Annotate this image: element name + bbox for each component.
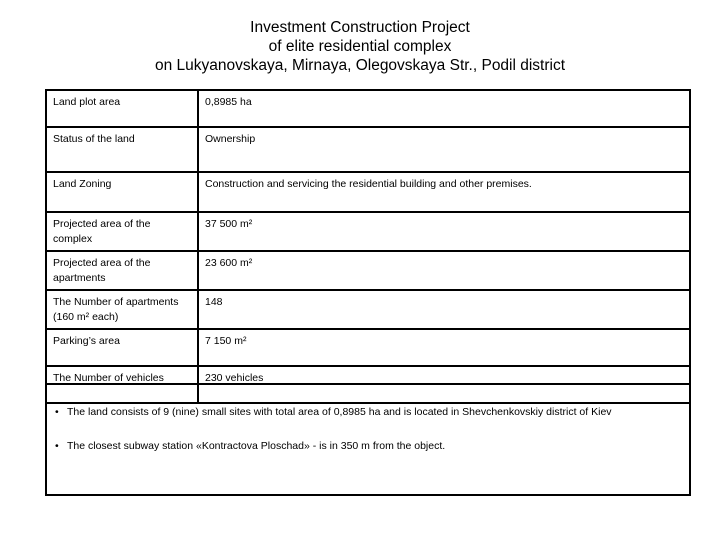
- row-label: Status of the land: [46, 127, 198, 172]
- title-line-2: of elite residential complex: [268, 38, 452, 55]
- bullet-icon: •: [55, 406, 59, 418]
- table-row: [46, 251, 690, 290]
- row-value: 230 vehicles: [198, 366, 690, 403]
- table-row: [46, 172, 690, 212]
- row-value: 148: [198, 290, 690, 329]
- row-label: Projected area of the complex: [46, 212, 198, 251]
- project-info-table: [45, 89, 691, 404]
- row-label: The Number of apartments (160 m² each): [46, 290, 198, 329]
- row-value: Ownership: [198, 127, 690, 172]
- note-item: [55, 439, 445, 454]
- bullet-icon: •: [55, 440, 59, 452]
- row-value: 7 150 m²: [198, 329, 690, 366]
- title-line-3: on Lukyanovskaya, Mirnaya, Olegovskaya Str., Podil district: [154, 57, 566, 74]
- row-value: 0,8985 ha: [198, 90, 690, 127]
- table-row: [46, 290, 690, 329]
- row-label: Land Zoning: [46, 172, 198, 212]
- row-label: Projected area of the apartments: [46, 251, 198, 290]
- note-text: The closest subway station «Kontractova Ploschad» - is in 350 m from the object.: [67, 440, 446, 452]
- table-row: [46, 212, 690, 251]
- row-value: 23 600 m²: [198, 251, 690, 290]
- table-row: [46, 329, 690, 366]
- table-row: [46, 127, 690, 172]
- row-label: Land plot area: [46, 90, 198, 127]
- row-label: The Number of vehicles: [46, 366, 198, 403]
- note-item: [55, 405, 612, 420]
- row-value: 37 500 m²: [198, 212, 690, 251]
- title-line-1: Investment Construction Project: [250, 19, 470, 36]
- table-row: [46, 90, 690, 127]
- row-value: Construction and servicing the residential building and other premises.: [198, 172, 690, 212]
- note-text: The land consists of 9 (nine) small sites with total area of 0,8985 ha and is located in Shevchenkovskiy district of Kiev: [67, 406, 612, 418]
- row-label: Parking’s area: [46, 329, 198, 366]
- notes-box: [45, 383, 691, 496]
- page-title: [0, 18, 720, 75]
